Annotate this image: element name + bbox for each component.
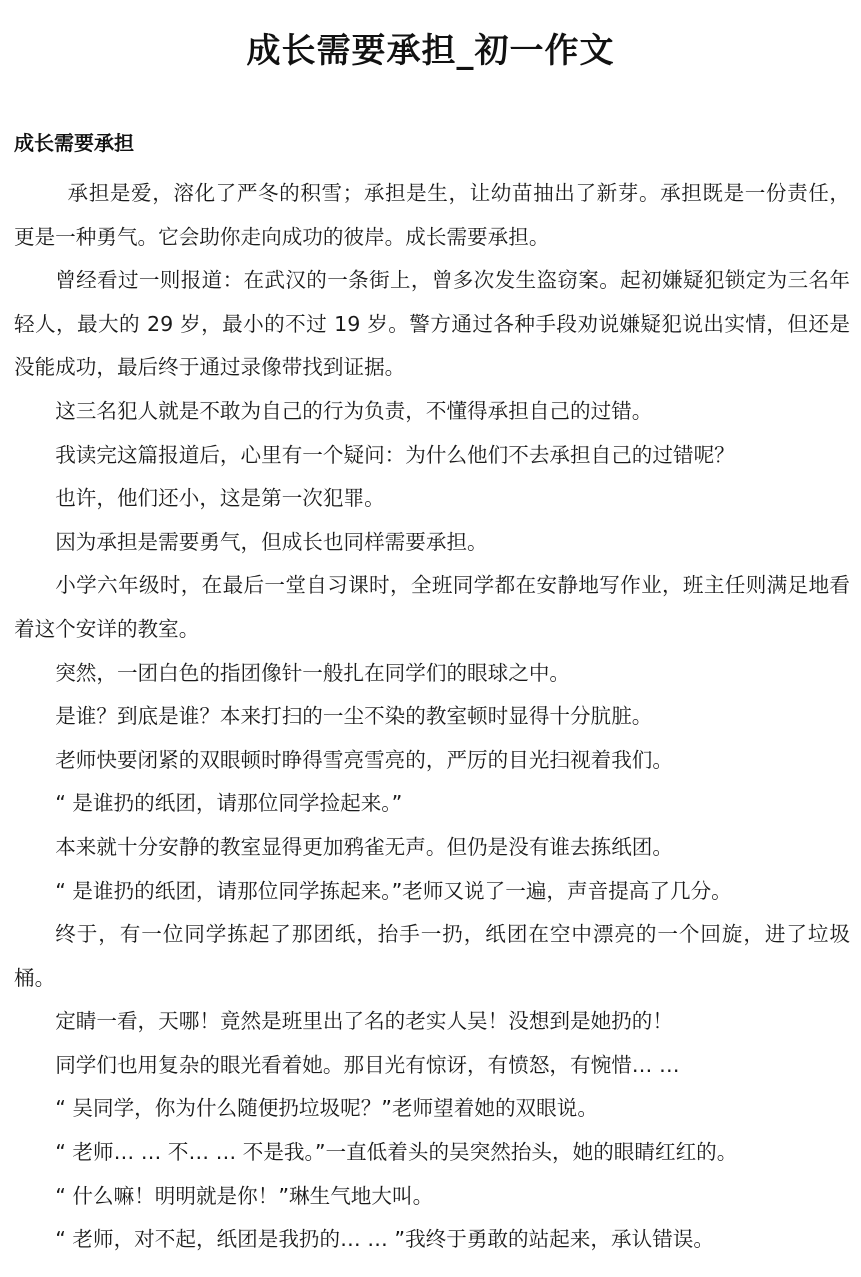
paragraph: 我读完这篇报道后，心里有一个疑问：为什么他们不去承担自己的过错呢？: [55, 442, 735, 467]
paragraph: 这三名犯人就是不敢为自己的行为负责，不懂得承担自己的过错。: [55, 398, 653, 423]
essay-body: [14, 172, 850, 1262]
paragraph: 同学们也用复杂的眼光看着她。那目光有惊讶，有愤怒，有惋惜… …: [55, 1052, 680, 1077]
paragraph: 定睛一看，天哪！竟然是班里出了名的老实人吴！没想到是她扔的！: [55, 1009, 673, 1034]
document-title: 成长需要承担_初一作文: [246, 31, 615, 71]
paragraph: 终于，有一位同学拣起了那团纸，抬手一扔，纸团在空中漂亮的一个回旋，进了垃圾桶。: [14, 922, 850, 990]
paragraph: 突然，一团白色的指团像针一般扎在同学们的眼球之中。: [55, 660, 571, 685]
paragraph: 也许，他们还小，这是第一次犯罪。: [55, 486, 385, 511]
paragraph: 承担是爱，溶化了严冬的积雪；承担是生，让幼苗抽出了新芽。承担既是一份责任，更是一种勇气。它会助你走向成功的彼岸。成长需要承担。: [14, 181, 850, 249]
paragraph: “ 老师，对不起，纸团是我扔的… … ”我终于勇敢的站起来，承认错误。: [55, 1227, 714, 1252]
paragraph: “ 老师… … 不… … 不是我。”一直低着头的吴突然抬头，她的眼睛红红的。: [55, 1140, 738, 1165]
paragraph: 老师快要闭紧的双眼顿时睁得雪亮雪亮的，严厉的目光扫视着我们。: [55, 747, 673, 772]
paragraph: 曾经看过一则报道：在武汉的一条街上，曾多次发生盗窃案。起初嫌疑犯锁定为三名年轻人，最大的 29 岁，最小的不过 19 岁。警方通过各种手段劝说嫌疑犯说出实情，但还是没能成功，最后终于通过录像带找到证据。: [14, 268, 850, 380]
paragraph: 是谁？到底是谁？本来打扫的一尘不染的教室顿时显得十分肮脏。: [55, 704, 653, 729]
paragraph: “ 吴同学，你为什么随便扔垃圾呢？”老师望着她的双眼说。: [55, 1096, 598, 1121]
essay-heading: 成长需要承担: [14, 131, 134, 155]
paragraph: 因为承担是需要勇气，但成长也同样需要承担。: [55, 529, 488, 554]
paragraph: 本来就十分安静的教室显得更加鸦雀无声。但仍是没有谁去拣纸团。: [55, 834, 673, 859]
paragraph: 小学六年级时，在最后一堂自习课时，全班同学都在安静地写作业，班主任则满足地看着这个安详的教室。: [14, 573, 850, 641]
paragraph: “ 是谁扔的纸团，请那位同学拣起来。”老师又说了一遍，声音提高了几分。: [55, 878, 732, 903]
paragraph: “ 什么嘛！明明就是你！”琳生气地大叫。: [55, 1183, 434, 1208]
paragraph: “ 是谁扔的纸团，请那位同学捡起来。”: [55, 791, 403, 816]
